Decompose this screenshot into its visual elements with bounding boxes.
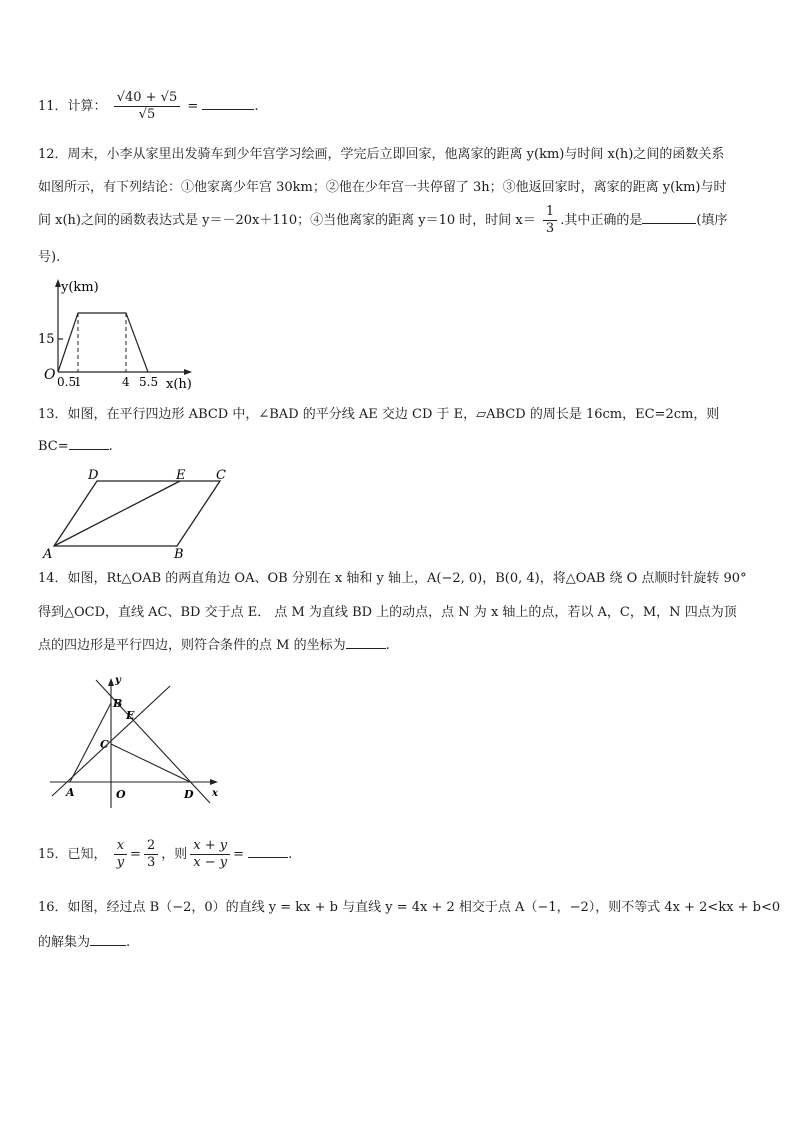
q12-frac-numerator: 1	[543, 204, 557, 221]
question-12-line1: 12．周末，小李从家里出发骑车到少年宫学习绘画，学完后立即回家，他离家的距离 y(km)与时间 x(h)之间的函数关系	[38, 147, 725, 162]
q13-parallelogram-figure	[40, 463, 240, 561]
q13-label-C: C	[216, 468, 226, 483]
q12-x-tick-5.5: 5.5	[139, 375, 159, 389]
q14-label-O: O	[116, 788, 126, 801]
q14-segment-CD	[111, 744, 190, 782]
q14-label-A: A	[66, 786, 75, 799]
q14-label-x: x	[212, 788, 218, 799]
q13-label-B: B	[174, 547, 184, 561]
q13-label-E: E	[176, 468, 186, 483]
q13-segment-AE	[54, 481, 180, 546]
q16-answer-blank[interactable]	[90, 933, 126, 946]
q11-numerator: √40 + √5	[114, 90, 181, 107]
q15-equals-2: =	[233, 847, 244, 862]
q12-line3-text: 间 x(h)之间的函数表达式是 y＝－20x＋110；④当他离家的距离 y＝10 时，时间 x＝	[38, 213, 536, 228]
q12-origin-label: O	[44, 367, 56, 383]
q12-fraction	[543, 204, 557, 237]
q11-end: .	[254, 99, 259, 114]
q15-fraction-2-over-3	[144, 838, 158, 871]
q11-denominator: √5	[138, 107, 156, 122]
q13-line2-text: BC=	[38, 439, 69, 454]
question-14-line1: 14．如图，Rt△OAB 的两直角边 OA、OB 分别在 x 轴和 y 轴上，A(−2, 0)，B(0, 4)，将△OAB 绕 O 点顺时针旋转 90°	[38, 571, 747, 586]
q12-x-tick-1: 1	[74, 375, 82, 389]
q12-answer-blank[interactable]	[642, 211, 696, 224]
q13-label-D: D	[88, 468, 99, 483]
q13-label-A: A	[43, 547, 53, 561]
q15-f1-denominator: y	[116, 855, 125, 870]
q15-f2-numerator: 2	[144, 838, 158, 855]
question-16-line1: 16．如图，经过点 B（−2，0）的直线 y = kx + b 与直线 y = 4x + 2 相交于点 A（−1，−2），则不等式 4x + 2<kx + b<0	[38, 900, 781, 915]
q15-f1-numerator: x	[114, 838, 127, 855]
q15-end: .	[288, 847, 293, 862]
q14-label-B: B	[113, 697, 123, 710]
q15-f2-denominator: 3	[146, 855, 156, 870]
question-11	[38, 90, 758, 124]
q12-y-label: y(km)	[61, 280, 99, 295]
q11-answer-blank[interactable]	[202, 97, 254, 110]
question-13-line1: 13．如图，在平行四边形 ABCD 中，∠BAD 的平分线 AE 交边 CD 于 E，▱ABCD 的周长是 16cm，EC=2cm，则	[38, 407, 720, 422]
q13-parallelogram	[54, 481, 220, 546]
q14-label-y: y	[115, 675, 121, 686]
question-12-line3	[38, 204, 758, 238]
question-15	[38, 838, 758, 872]
q15-f3-numerator: x + y	[190, 838, 230, 855]
q12-graph-line	[58, 313, 148, 372]
question-13-line2	[38, 430, 758, 464]
q14-line3-text: 点的四边形是平行四边，则符合条件的点 M 的坐标为	[38, 638, 346, 653]
q15-equals-1: =	[130, 847, 141, 862]
q14-label-E: E	[126, 709, 135, 722]
q16-line2-text: 的解集为	[38, 935, 91, 950]
question-12-line2: 如图所示，有下列结论：①他家离少年宫 30km；②他在少年宫一共停留了 3h；③他返回家时，离家的距离 y(km)与时	[38, 180, 727, 195]
q11-prefix: 11．计算：	[38, 99, 107, 114]
q14-label-D: D	[184, 788, 194, 801]
q14-end: .	[385, 638, 390, 653]
q12-frac-denominator: 3	[545, 221, 555, 236]
q11-equals: =	[187, 99, 199, 114]
q12-line3-text-c: (填序	[696, 213, 728, 228]
q15-fraction-sum-over-diff	[190, 838, 230, 871]
q12-x-tick-0.5: 0.5	[57, 375, 77, 389]
q15-fraction-x-over-y	[114, 838, 127, 871]
q13-answer-blank[interactable]	[69, 437, 109, 450]
q14-coordinate-figure	[44, 668, 234, 814]
question-14-line2: 得到△OCD，直线 AC、BD 交于点 E． 点 M 为直线 BD 上的动点，点 N 为 x 轴上的点，若以 A，C，M，N 四点为顶	[38, 605, 737, 620]
q14-label-C: C	[100, 738, 109, 751]
q14-y-arrow	[108, 678, 114, 686]
question-12-line4: 号).	[38, 250, 61, 265]
q14-answer-blank[interactable]	[346, 636, 386, 649]
q12-line3-text-b: .其中正确的是	[560, 213, 643, 228]
q12-x-label: x(h)	[166, 377, 192, 392]
q15-f3-denominator: x − y	[193, 855, 228, 870]
q15-prefix: 15．已知，	[38, 847, 107, 862]
q16-end: .	[126, 935, 131, 950]
q13-end: .	[108, 439, 113, 454]
q12-x-arrow	[184, 369, 192, 375]
q14-x-arrow	[210, 779, 218, 785]
question-14-line3	[38, 629, 758, 663]
q15-mid: ，则	[161, 847, 188, 862]
question-16-line2	[38, 926, 758, 960]
q15-answer-blank[interactable]	[248, 845, 288, 858]
q12-distance-time-graph	[38, 275, 208, 395]
q12-y-tick-label: 15	[38, 332, 55, 347]
q12-x-tick-4: 4	[122, 375, 130, 389]
q11-fraction	[114, 90, 181, 123]
